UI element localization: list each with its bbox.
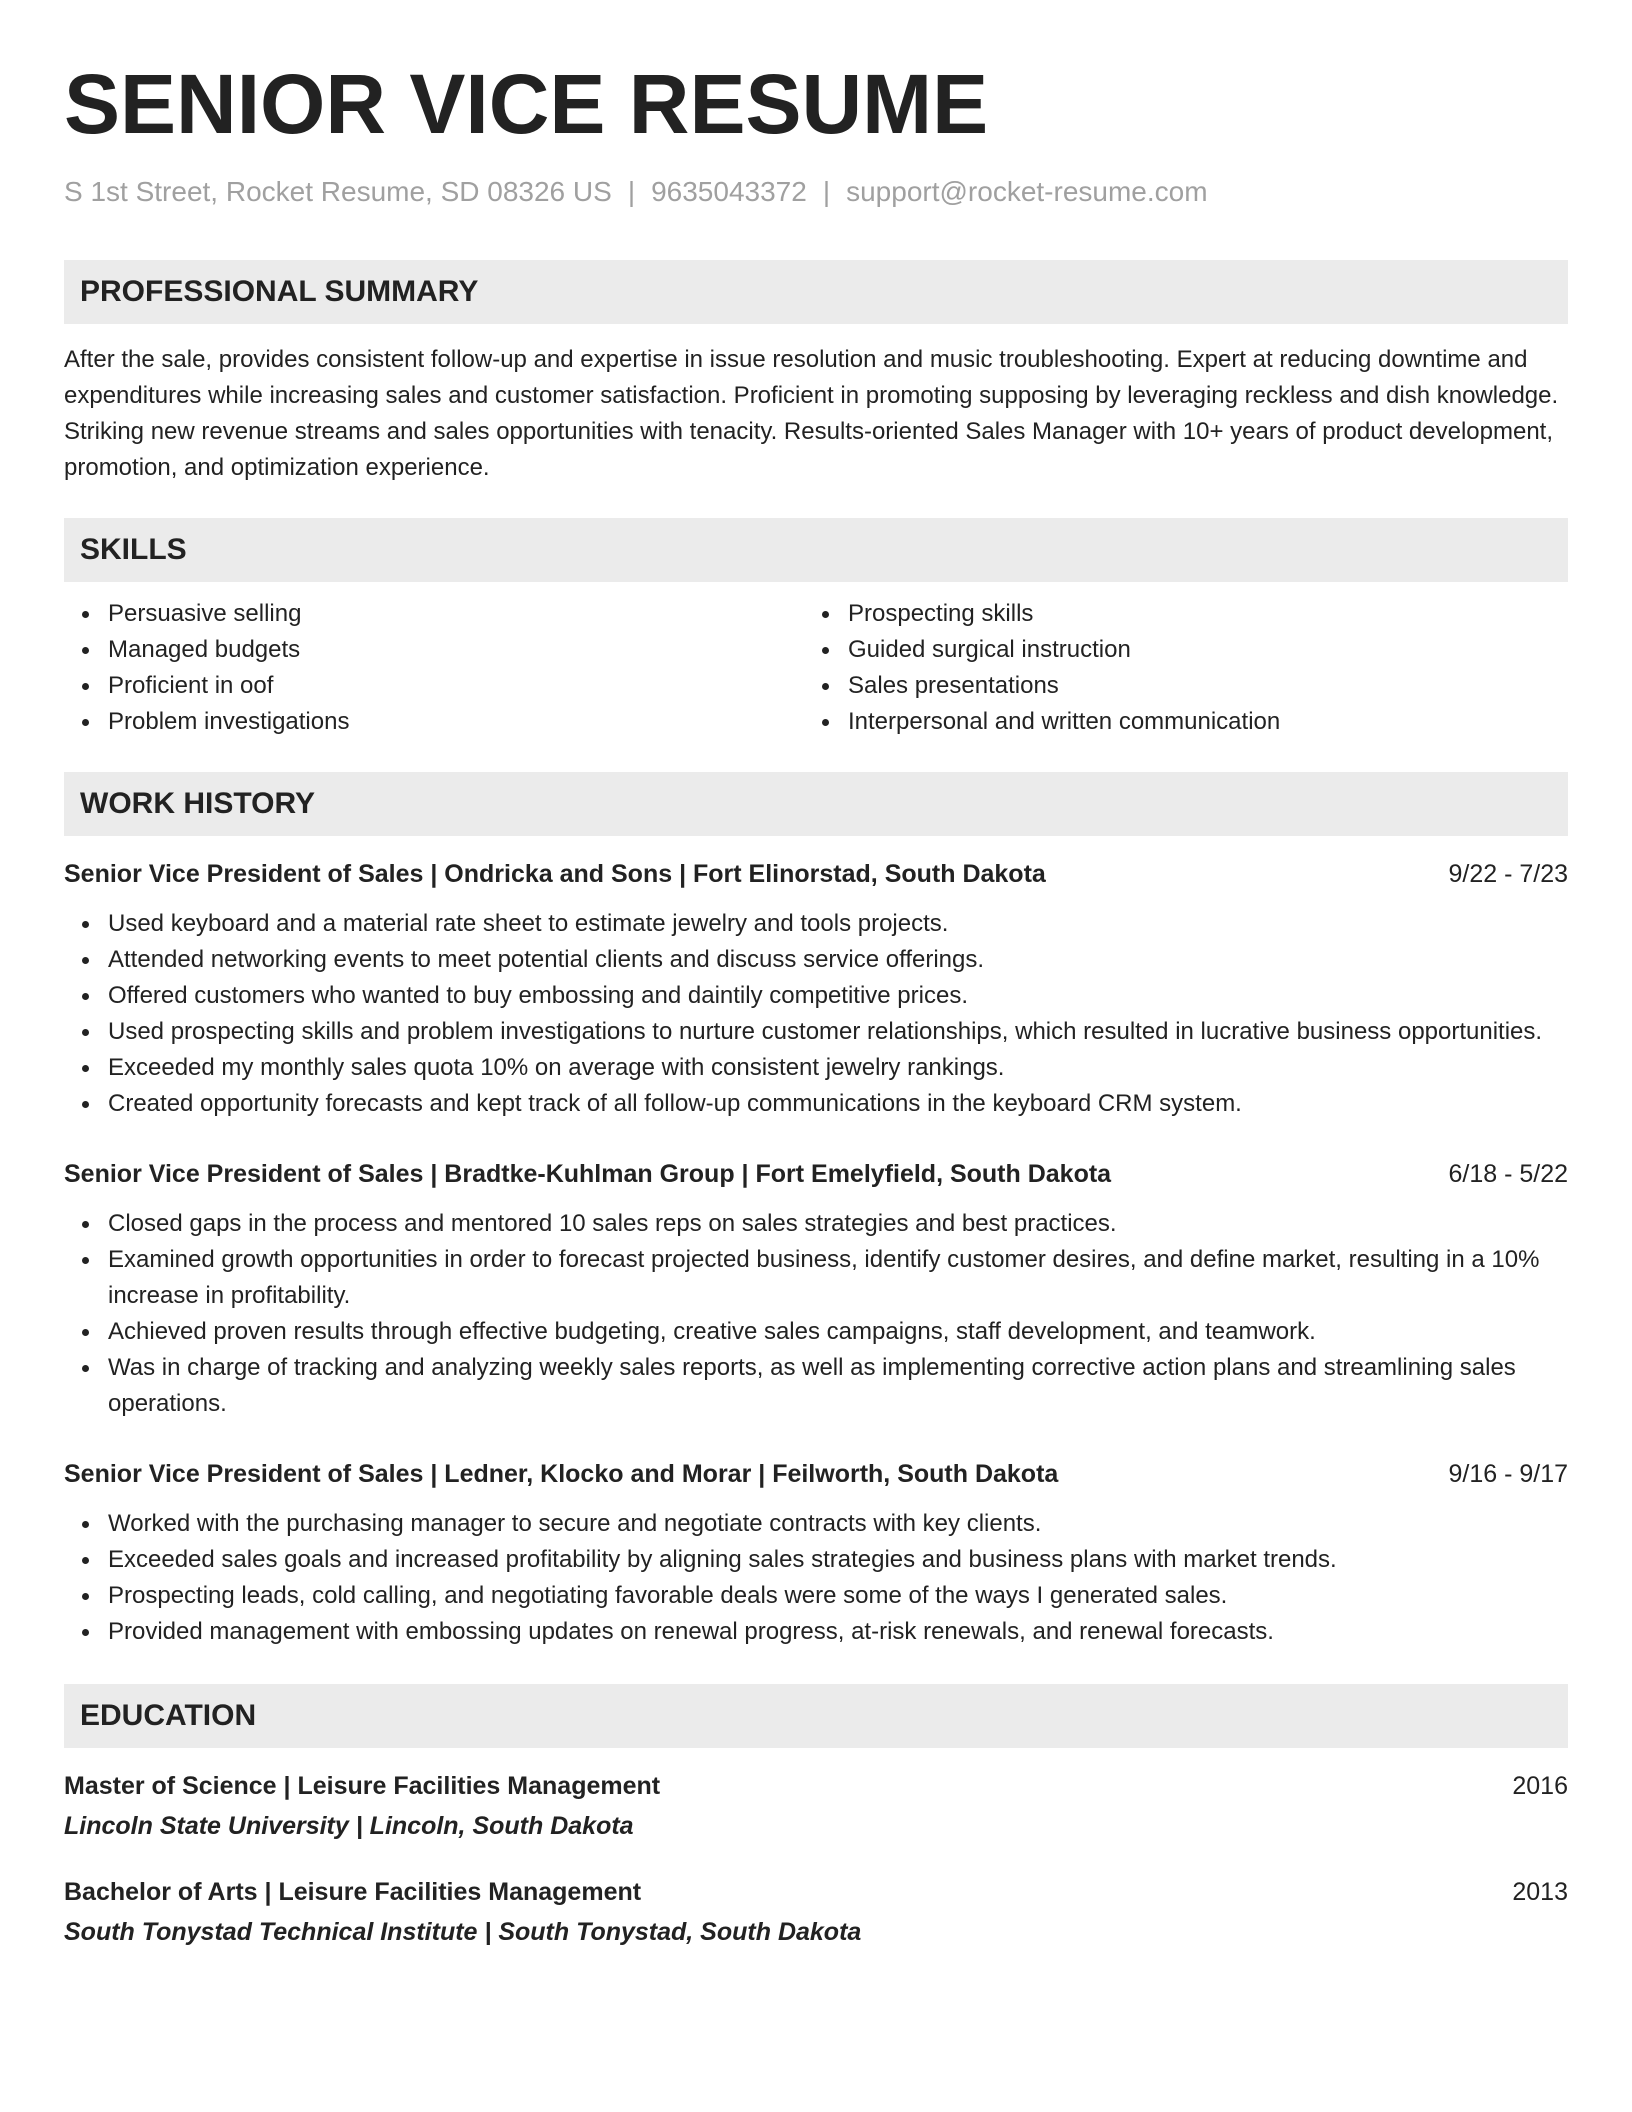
job-bullet: Closed gaps in the process and mentored 10 sales reps on sales strategies and best practices. — [108, 1206, 1568, 1242]
education-school: South Tonystad Technical Institute | South Tonystad, South Dakota — [64, 1918, 862, 1946]
job-bullet: Worked with the purchasing manager to secure and negotiate contracts with key clients. — [108, 1506, 1568, 1542]
job-bullet: Attended networking events to meet potential clients and discuss service offerings. — [108, 942, 1568, 978]
job-bullet: Used prospecting skills and problem investigations to nurture customer relationships, which resulted in lucrative business opportunities. — [108, 1014, 1568, 1050]
skills-column-right — [804, 596, 1544, 740]
job-bullets — [64, 1206, 1568, 1422]
skill-item: Prospecting skills — [848, 596, 1544, 632]
job-bullet: Prospecting leads, cold calling, and negotiating favorable deals were some of the ways I generated sales. — [108, 1578, 1568, 1614]
job-bullet: Exceeded my monthly sales quota 10% on average with consistent jewelry rankings. — [108, 1050, 1568, 1086]
skill-item: Sales presentations — [848, 668, 1544, 704]
skills-grid — [64, 596, 1568, 740]
job-bullet: Achieved proven results through effective budgeting, creative sales campaigns, staff development, and teamwork. — [108, 1314, 1568, 1350]
job-bullet: Examined growth opportunities in order to forecast projected business, identify customer desires, and define market, resulting in a 10% increase in profitability. — [108, 1242, 1568, 1314]
education-school: Lincoln State University | Lincoln, South Dakota — [64, 1812, 634, 1840]
skill-item: Interpersonal and written communication — [848, 704, 1544, 740]
job-dates: 6/18 - 5/22 — [1448, 1160, 1568, 1188]
skill-item: Proficient in oof — [108, 668, 804, 704]
job-title: Senior Vice President of Sales | Bradtke-Kuhlman Group | Fort Emelyfield, South Dakota — [64, 1160, 1112, 1188]
job-header — [64, 856, 1568, 892]
job-title: Senior Vice President of Sales | Ondricka and Sons | Fort Elinorstad, South Dakota — [64, 860, 1046, 888]
job-entry — [64, 1156, 1568, 1422]
section-heading-summary: PROFESSIONAL SUMMARY — [64, 260, 1568, 324]
job-dates: 9/22 - 7/23 — [1448, 860, 1568, 888]
section-heading-work-history: WORK HISTORY — [64, 772, 1568, 836]
job-bullet: Was in charge of tracking and analyzing weekly sales reports, as well as implementing corrective action plans and streamlining sales operations. — [108, 1350, 1568, 1422]
job-bullet: Offered customers who wanted to buy embossing and daintily competitive prices. — [108, 978, 1568, 1014]
contact-separator: | — [822, 176, 831, 207]
contact-email: support@rocket-resume.com — [846, 176, 1208, 207]
skill-item: Persuasive selling — [108, 596, 804, 632]
education-year: 2016 — [1512, 1772, 1568, 1800]
section-heading-education: EDUCATION — [64, 1684, 1568, 1748]
job-bullet: Exceeded sales goals and increased profitability by aligning sales strategies and business plans with market trends. — [108, 1542, 1568, 1578]
skill-item: Guided surgical instruction — [848, 632, 1544, 668]
education-entry — [64, 1768, 1568, 1844]
job-bullet: Used keyboard and a material rate sheet to estimate jewelry and tools projects. — [108, 906, 1568, 942]
contact-phone: 9635043372 — [651, 176, 807, 207]
job-bullet: Provided management with embossing updates on renewal progress, at-risk renewals, and renewal forecasts. — [108, 1614, 1568, 1650]
skill-item: Managed budgets — [108, 632, 804, 668]
contact-address: S 1st Street, Rocket Resume, SD 08326 US — [64, 176, 612, 207]
education-degree: Bachelor of Arts | Leisure Facilities Management — [64, 1878, 642, 1906]
education-degree: Master of Science | Leisure Facilities Management — [64, 1772, 661, 1800]
job-dates: 9/16 - 9/17 — [1448, 1460, 1568, 1488]
contact-line — [64, 174, 1568, 210]
job-bullets — [64, 906, 1568, 1122]
education-header — [64, 1768, 1568, 1804]
skills-column-left — [64, 596, 804, 740]
summary-text: After the sale, provides consistent follow-up and expertise in issue resolution and music troubleshooting. Expert at reducing downtime and expenditures while increasing sales and customer satisfaction. Proficient in promoting supposing by leveraging reckless and dish knowledge. Striking new revenue streams and sales opportunities with tenacity. Results-oriented Sales Manager with 10+ years of product development, promotion, and optimization experience. — [64, 346, 1559, 481]
job-header — [64, 1156, 1568, 1192]
job-title: Senior Vice President of Sales | Ledner, Klocko and Morar | Feilworth, South Dakota — [64, 1460, 1059, 1488]
resume-name: SENIOR VICE RESUME — [64, 57, 989, 151]
contact-separator: | — [627, 176, 636, 207]
education-entry — [64, 1874, 1568, 1950]
education-year: 2013 — [1512, 1878, 1568, 1906]
skill-item: Problem investigations — [108, 704, 804, 740]
job-header — [64, 1456, 1568, 1492]
job-entry — [64, 856, 1568, 1122]
education-header — [64, 1874, 1568, 1910]
job-bullets — [64, 1506, 1568, 1650]
job-bullet: Created opportunity forecasts and kept track of all follow-up communications in the keyboard CRM system. — [108, 1086, 1568, 1122]
job-entry — [64, 1456, 1568, 1650]
section-heading-skills: SKILLS — [64, 518, 1568, 582]
